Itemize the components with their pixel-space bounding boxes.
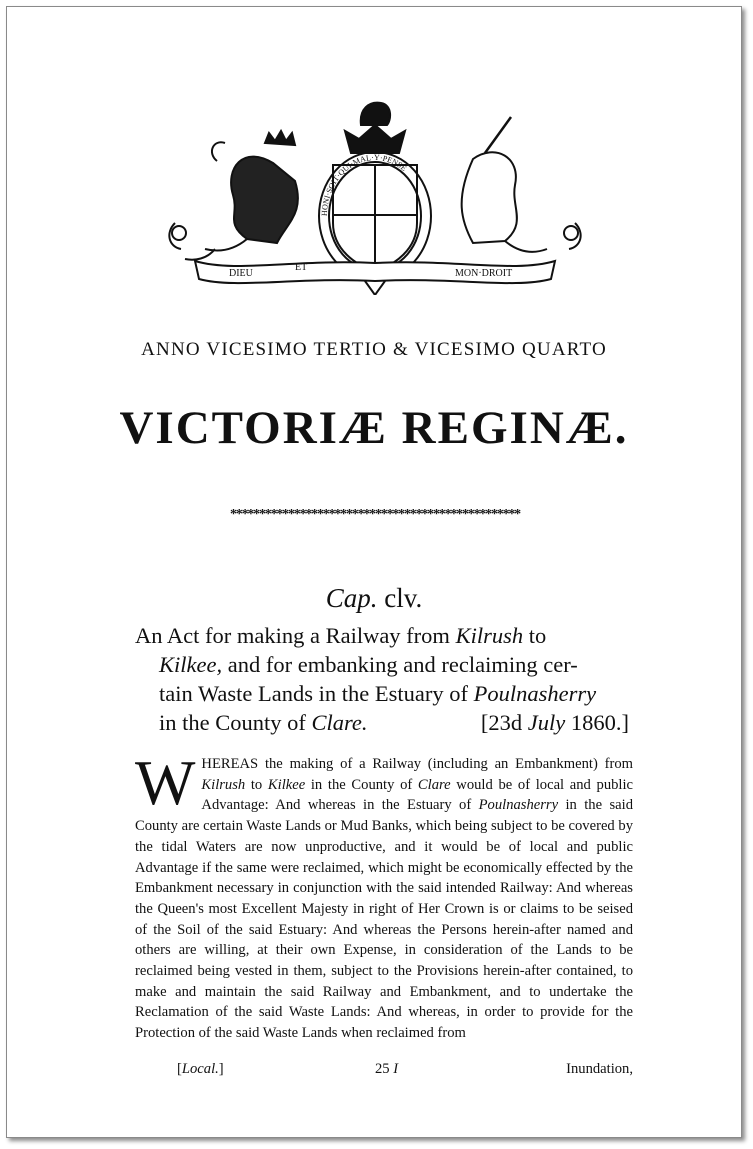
preamble-text [135, 747, 634, 1044]
long-title-place: Poulnasherry [473, 681, 597, 706]
local-bracket: ] [218, 1061, 224, 1077]
long-title-place: Kilkee, [159, 652, 223, 677]
assent-date-year: 1860.] [565, 710, 629, 735]
long-title-text: and for embanking and reclaiming cer- [222, 652, 578, 677]
chapter-prefix: Cap. [325, 583, 378, 613]
document-page [6, 6, 742, 1138]
assent-date [481, 708, 629, 737]
body-text: would be of local and public Advantage: And whereas in the Estuary of [201, 776, 633, 814]
body-text: in the said County are certain Waste Lands or Mud Banks, which being subject to be covered by the tidal Waters are now unproductive, and it would be of local and public Advantage if the same were reclaimed, which might be economically effected by the Embankment necessary in conjunction with the said intended Railway: And whereas the Queen's most Excellent Majesty in right of Her Crown is or claims to be seised of the Soil of the said Estuary: And whereas the Persons herein-after named and others are willing, at their own Expense, in consideration of the Lands to be reclaimed being vested in them, subject to the Provisions herein-after contained, to make and maintain the said Railway and Embankment, and to undertake the Reclamation of the said Waste Lands: And whereas, in order to provide for the Protection of the said Waste Lands when reclaimed from [135, 797, 634, 1042]
garter-motto: HONI·SOIT·QUI·MAL·Y·PENSE [319, 152, 409, 217]
signature-letter: I [393, 1061, 399, 1077]
motto-left: DIEU [229, 268, 253, 279]
long-title-line [135, 621, 629, 650]
motto-mid: ET [295, 262, 308, 273]
body-text: in the County of [305, 776, 418, 793]
body-place: Kilrush [201, 776, 246, 793]
chapter-number: clv. [384, 583, 423, 613]
long-title-line [135, 650, 629, 679]
long-title-place: Clare. [311, 710, 368, 735]
motto-right: MON·DROIT [455, 268, 513, 279]
signature-number: 25 [375, 1061, 394, 1077]
body-place: Clare [417, 776, 451, 793]
regnal-year-line: ANNO VICESIMO TERTIO & VICESIMO QUARTO [141, 339, 607, 360]
local-bracket: [ [177, 1061, 182, 1077]
royal-coat-of-arms [155, 73, 595, 295]
long-title-text: An Act for making a Railway from [135, 623, 456, 648]
body-text: to [245, 776, 268, 793]
assent-date-text: [23d [480, 710, 528, 735]
local-marker [177, 1061, 224, 1078]
long-title-text: to [523, 623, 547, 648]
long-title-text: tain Waste Lands in the Estuary of [159, 681, 474, 706]
chapter-heading [7, 583, 741, 614]
body-place: Poulnasherry [478, 797, 559, 814]
signature-mark [375, 1061, 398, 1078]
catchword: Inundation, [566, 1061, 633, 1077]
local-label: Local. [181, 1061, 219, 1077]
body-place: Kilkee [267, 776, 306, 793]
long-title-text: in the County of [159, 710, 312, 735]
body-text: HEREAS the making of a Railway (including an Embankment) from [201, 756, 633, 772]
long-title-line [135, 679, 629, 708]
long-title-place: Kilrush [455, 623, 524, 648]
separator-rule: ************************************************** [229, 507, 520, 522]
document-title: VICTORIÆ REGINÆ. [119, 402, 629, 454]
long-title-line [135, 708, 629, 737]
long-title [135, 621, 629, 737]
drop-cap: W [135, 747, 196, 818]
assent-date-month: July [527, 710, 566, 735]
